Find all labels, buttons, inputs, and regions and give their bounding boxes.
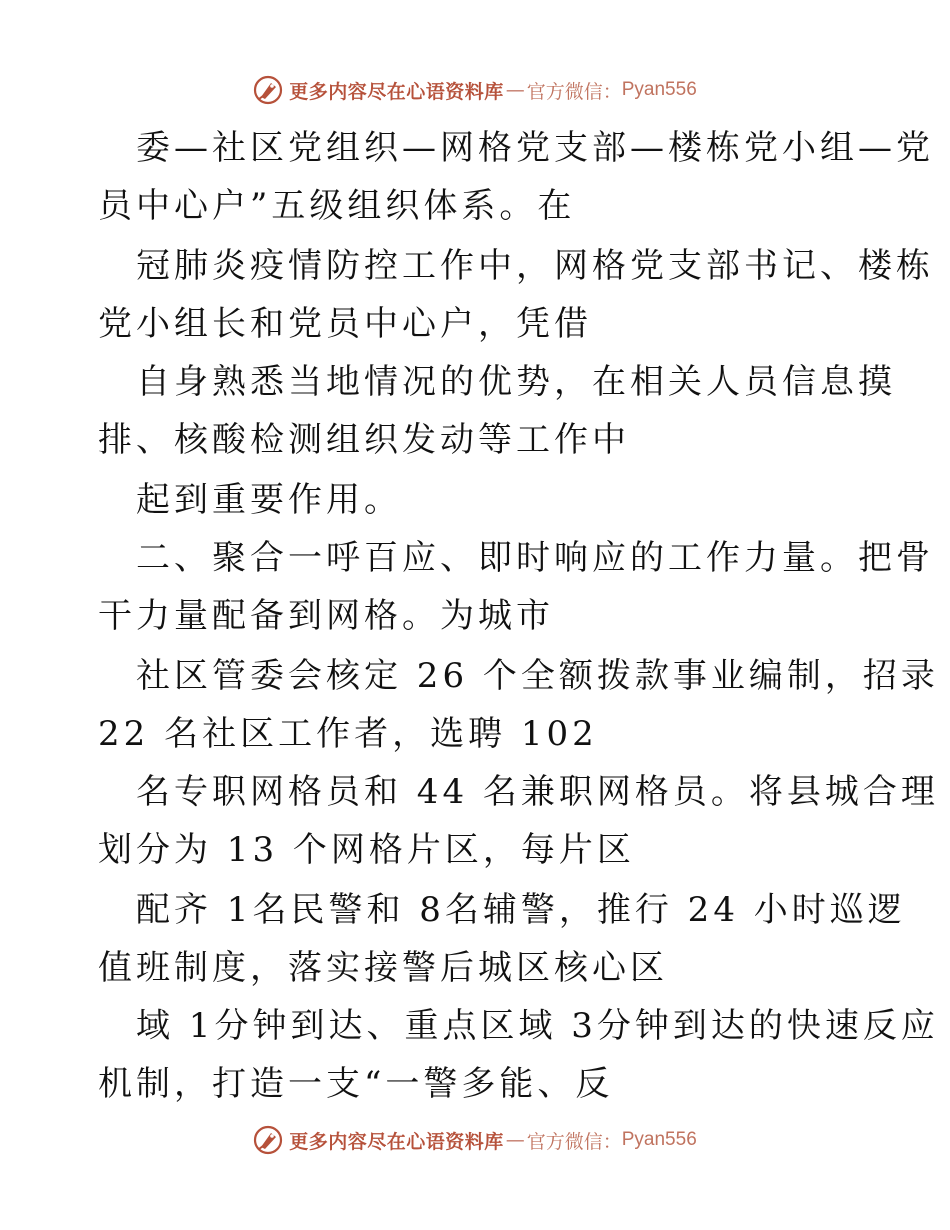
body-line: 名专职网格员和 44 名兼职网格员。将县城合理	[136, 772, 939, 812]
body-line: 机制，打造一支“一警多能、反	[98, 1064, 614, 1104]
body-line: 域 1分钟到达、重点区域 3分钟到达的快速反应	[136, 1006, 939, 1046]
banner-dash: —	[505, 1129, 525, 1151]
body-line: 干力量配备到网格。为城市	[98, 596, 554, 636]
body-line: 员中心户”五级组织体系。在	[98, 186, 576, 226]
banner-official-label: 官方微信：	[526, 80, 622, 103]
banner-main-text: 更多内容尽在心语资料库	[289, 80, 504, 103]
banner-dash: —	[505, 79, 525, 101]
body-line: 委—社区党组织—网格党支部—楼栋党小组—党	[136, 128, 934, 168]
body-line: 冠肺炎疫情防控工作中，网格党支部书记、楼栋	[136, 246, 934, 286]
body-line: 起到重要作用。	[136, 480, 402, 520]
body-line: 社区管委会核定 26 个全额拨款事业编制，招录	[136, 656, 939, 696]
body-line: 划分为 13 个网格片区，每片区	[98, 830, 635, 870]
body-line: 值班制度，落实接警后城区核心区	[98, 948, 668, 988]
banner-official-label: 官方微信：	[526, 1130, 622, 1153]
body-line: 自身熟悉当地情况的优势，在相关人员信息摸	[136, 362, 896, 402]
footer-banner	[0, 1120, 950, 1160]
body-line: 排、核酸检测组织发动等工作中	[98, 420, 630, 460]
header-banner	[0, 70, 950, 110]
body-line: 22 名社区工作者，选聘 102	[98, 714, 598, 754]
pen-nib-logo-icon	[253, 75, 283, 105]
banner-wechat-id: Pyan556	[621, 1129, 697, 1150]
body-line: 配齐 1名民警和 8名辅警，推行 24 小时巡逻	[136, 890, 906, 930]
body-line: 二、聚合一呼百应、即时响应的工作力量。把骨	[136, 538, 934, 578]
body-line: 党小组长和党员中心户，凭借	[98, 304, 592, 344]
banner-wechat-id: Pyan556	[621, 79, 697, 100]
pen-nib-logo-icon	[253, 1125, 283, 1155]
banner-main-text: 更多内容尽在心语资料库	[289, 1130, 504, 1153]
